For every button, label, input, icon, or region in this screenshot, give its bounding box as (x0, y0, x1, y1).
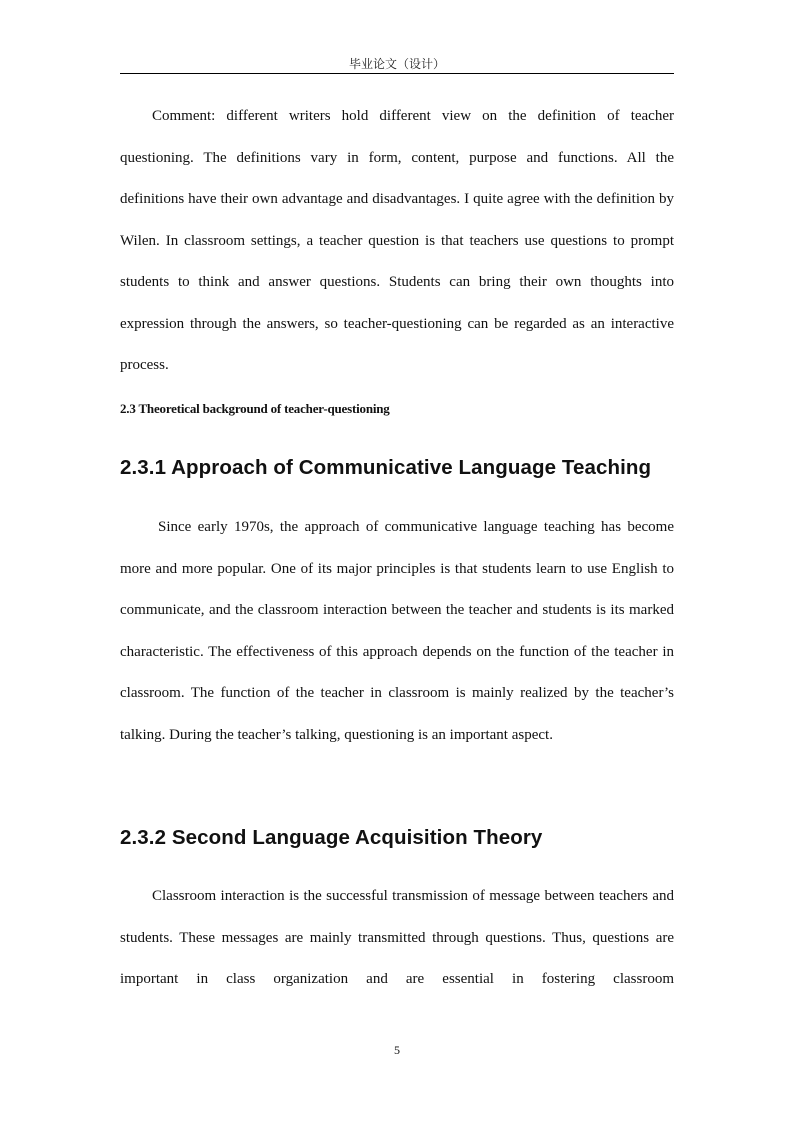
header-divider (120, 73, 674, 74)
section-2-3-1-body (120, 507, 674, 756)
section-2-3-2 (120, 825, 674, 851)
comment-paragraph: Comment: different writers hold different view on the definition of teacher questioning. The definitions vary in form, content, purpose and functions. All the definitions have their own advantage and disadvantages. I quite agree with the definition by Wilen. In classroom settings, a teacher question is that teachers use questions to prompt students to think and answer questions. Students can bring their own thoughts into expression through the answers, so teacher-questioning can be regarded as an interactive process. (120, 108, 674, 373)
section-2-3 (120, 400, 674, 418)
section-2-3-1-paragraph: Since early 1970s, the approach of communicative language teaching has become more and more popular. One of its major principles is that students learn to use English to communicate, and the classroom interaction between the teacher and students is its marked characteristic. The effectiveness of this approach depends on the function of the teacher in classroom. The function of the teacher in classroom is mainly realized by the teacher’s talking. During the teacher’s talking, questioning is an important aspect. (120, 519, 674, 743)
section-2-3-2-body (120, 876, 674, 1001)
section-heading-2-3: 2.3 Theoretical background of teacher-questioning (120, 401, 390, 416)
section-2-3-2-paragraph: Classroom interaction is the successful transmission of message between teachers and students. These messages are mainly transmitted through questions. Thus, questions are important in class organization and are essential in fostering classroom (120, 888, 674, 987)
section-2-3-1 (120, 455, 674, 481)
running-header: 毕业论文（设计） (348, 57, 445, 71)
section-heading-2-3-1: 2.3.1 Approach of Communicative Language Teaching (120, 456, 652, 479)
comment-block (120, 96, 674, 387)
section-heading-2-3-2: 2.3.2 Second Language Acquisition Theory (120, 826, 543, 849)
page-number: 5 (394, 1043, 400, 1057)
